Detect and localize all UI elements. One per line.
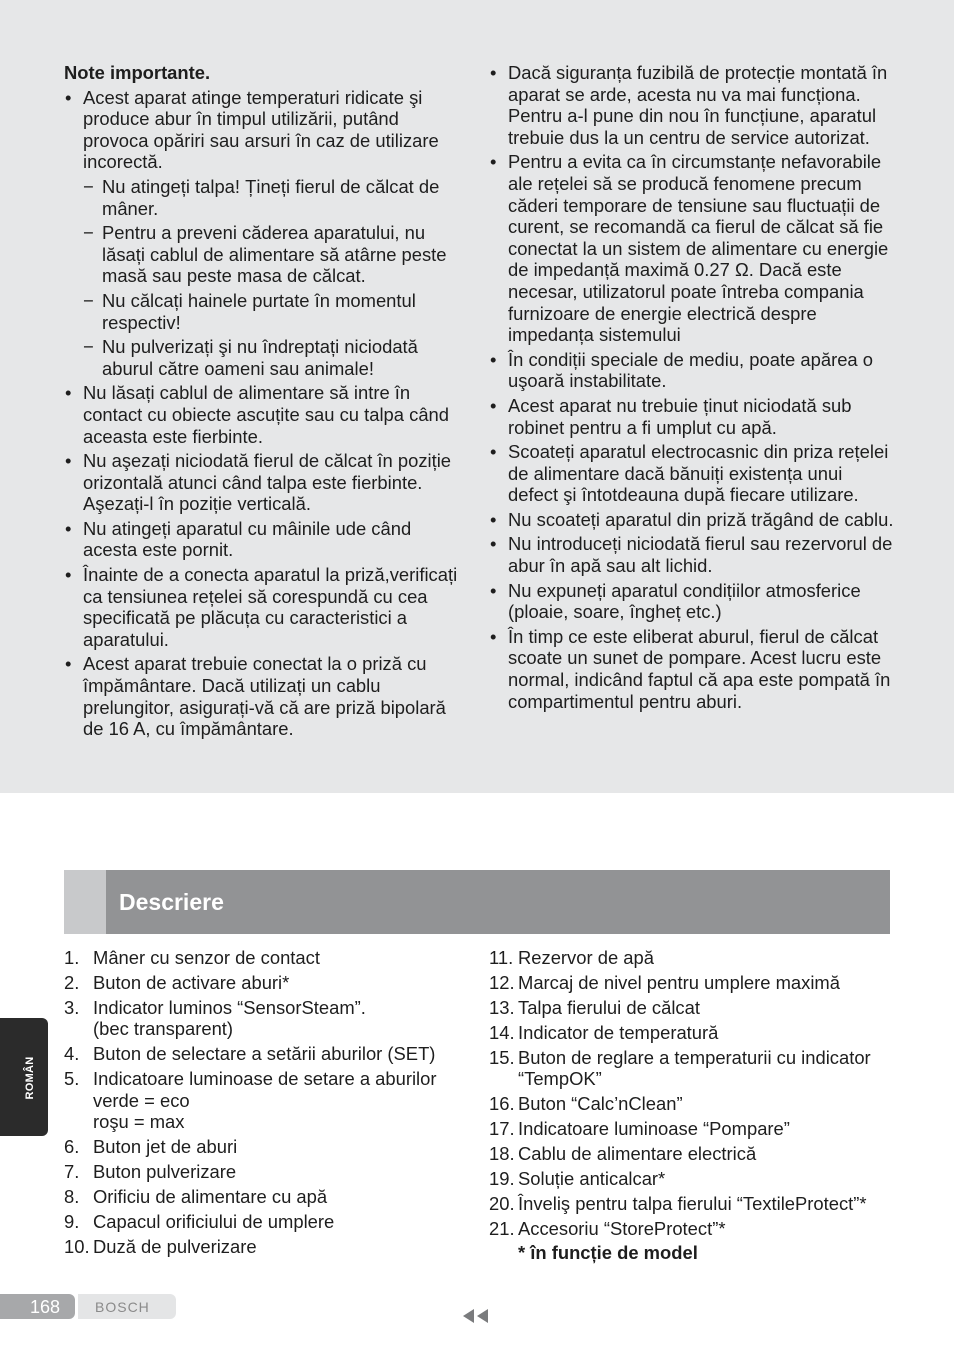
item-label: Buton de activare aburi* xyxy=(93,971,290,993)
item-number: 19. xyxy=(489,1167,515,1189)
item-number: 4. xyxy=(64,1043,80,1065)
item-number: 13. xyxy=(489,996,515,1018)
item-label: Soluție anticalcar* xyxy=(518,1167,666,1189)
description-item xyxy=(489,1022,894,1044)
item-label: Buton pulverizare xyxy=(93,1161,237,1183)
section-title: Descriere xyxy=(119,889,224,915)
note-item xyxy=(64,382,464,447)
note-subitem: − Nu atingeți talpa! Țineți fierul de călcat de mâner. xyxy=(83,176,464,219)
note-text: Înainte de a conecta aparatul la priză,verificați ca tensiunea rețelei să corespundă cu cea specificată pe plăcuța cu caracteristici a aparatului. xyxy=(83,564,458,650)
item-number: 15. xyxy=(489,1046,515,1068)
note-text: Nu lăsați cablul de alimentare să intre în contact cu obiecte ascuțite sau cu talpa când aceasta este fierbinte. xyxy=(83,382,449,447)
description-item xyxy=(64,1161,464,1183)
description-item xyxy=(64,1068,464,1133)
note-text: Acest aparat trebuie conectat la o priză cu împământare. Dacă utilizați un cablu prelungitor, asigurați-vă că are priză bipolară de 16 A, cu împământare. xyxy=(83,653,446,740)
notes-right-column xyxy=(489,62,894,715)
description-item xyxy=(64,1236,464,1258)
description-item xyxy=(489,1143,894,1165)
description-item xyxy=(489,972,894,994)
note-text: Nu aşezați niciodată fierul de călcat în poziție orizontală atunci când talpa este fierbinte. Aşezați-l în poziție verticală. xyxy=(83,450,452,515)
note-item: • În condiții speciale de mediu, poate apărea o uşoară instabilitate. xyxy=(489,349,894,392)
description-item xyxy=(489,1193,894,1215)
item-number: 6. xyxy=(64,1136,80,1158)
page-number: 168 xyxy=(30,1297,61,1317)
item-label: Talpa fierului de călcat xyxy=(518,996,700,1018)
note-item: • Acest aparat nu trebuie ținut niciodată sub robinet pentru a fi umplut cu apă. xyxy=(489,395,894,438)
note-subitem: − Nu călcați hainele purtate în momentul respectiv! xyxy=(83,290,464,333)
note-item xyxy=(64,87,464,380)
description-item xyxy=(489,1093,894,1115)
item-number: 11. xyxy=(489,947,514,968)
description-item xyxy=(64,1186,464,1208)
note-item xyxy=(64,653,464,739)
section-header-tab xyxy=(64,870,106,934)
description-item xyxy=(489,1218,894,1240)
note-item: • Pentru a evita ca în circumstanțe nefavorabile ale rețelei să se producă fenomene precum căderi temporare de tensiune sau fluctuații de curent, se recomandă ca fierul de călcat să fie conectat la un sistem de alimentare cu energie de impedanță maximă 0.27 Ω. Dacă este necesar, utilizatorul poate întreba compania furnizoare de energie electrică despre impedanța sistemului xyxy=(489,151,894,345)
item-label: Rezervor de apă xyxy=(518,947,654,968)
item-number: 16. xyxy=(489,1093,515,1115)
item-number: 14. xyxy=(489,1021,515,1043)
item-label: Buton “Calc’nClean” xyxy=(518,1093,683,1115)
rewind-icon[interactable] xyxy=(462,1308,490,1324)
note-item: • Nu scoateți aparatul din priză trăgând de cablu. xyxy=(489,509,894,531)
item-label: Capacul orificiului de umplere xyxy=(93,1210,335,1232)
description-item xyxy=(64,947,464,969)
description-item xyxy=(489,1118,894,1140)
description-item xyxy=(64,1211,464,1233)
note-item xyxy=(64,564,464,650)
note-sublist xyxy=(83,176,464,379)
item-label: Indicator de temperatură xyxy=(518,1021,719,1043)
note-item: • În timp ce este eliberat aburul, fierul de călcat scoate un sunet de pompare. Acest lucru este normal, indicând faptul că apa este pompată în compartimentul pentru aburi. xyxy=(489,626,894,712)
description-item xyxy=(64,1043,464,1065)
model-note: * în funcție de model xyxy=(518,1242,698,1264)
item-number: 5. xyxy=(64,1068,80,1090)
item-label: Mâner cu senzor de contact xyxy=(93,947,320,968)
item-label: Înveliş pentru talpa fierului “TextileProtect”* xyxy=(518,1192,867,1214)
description-item xyxy=(64,972,464,994)
description-item xyxy=(489,1047,894,1090)
item-number: 10. xyxy=(64,1235,90,1257)
item-number: 18. xyxy=(489,1142,515,1164)
description-item xyxy=(64,997,464,1040)
item-number: 3. xyxy=(64,996,80,1018)
note-subitem: − Nu pulverizați şi nu îndreptați niciodată aburul către oameni sau animale! xyxy=(83,336,464,379)
note-item: • Nu expuneți aparatul condițiilor atmosferice (ploaie, soare, îngheț etc.) xyxy=(489,580,894,623)
item-label: verde = eco xyxy=(93,1089,190,1111)
item-label: Buton jet de aburi xyxy=(93,1136,238,1158)
item-label: Marcaj de nivel pentru umplere maximă xyxy=(518,971,840,993)
description-list-left xyxy=(64,947,464,1261)
item-label: Orificiu de alimentare cu apă xyxy=(93,1186,328,1208)
item-number: 9. xyxy=(64,1210,80,1232)
description-item xyxy=(64,1136,464,1158)
item-label: Duză de pulverizare xyxy=(93,1235,257,1257)
item-number: 21. xyxy=(489,1217,515,1239)
item-number: 7. xyxy=(64,1161,80,1183)
note-text: Acest aparat atinge temperaturi ridicate şi produce abur în timpul utilizării, putând provoca opăriri sau arsuri în caz de utilizare incorectă. xyxy=(83,86,439,173)
note-item: • Nu introduceți niciodată fierul sau rezervorul de abur în apă sau alt lichid. xyxy=(489,533,894,576)
item-number: 20. xyxy=(489,1192,515,1214)
item-number: 2. xyxy=(64,971,80,993)
description-item xyxy=(489,1168,894,1190)
item-label: Cablu de alimentare electrică xyxy=(518,1142,757,1164)
note-item: • Scoateți aparatul electrocasnic din priza rețelei de alimentare dacă bănuiți existența unui defect şi întotdeauna după fiecare utilizare. xyxy=(489,441,894,506)
section-header xyxy=(64,870,890,934)
note-item xyxy=(64,518,464,561)
description-item xyxy=(489,997,894,1019)
item-label: Indicatoare luminoase “Pompare” xyxy=(518,1117,790,1139)
note-subitem: − Pentru a preveni căderea aparatului, nu lăsați cablul de alimentare să atârne peste masă sau peste masa de călcat. xyxy=(83,222,464,287)
note-item xyxy=(64,450,464,515)
item-label: (bec transparent) xyxy=(93,1018,234,1040)
description-item xyxy=(489,947,894,969)
item-label: roşu = max xyxy=(93,1111,185,1133)
note-text: Nu atingeți aparatul cu mâinile ude când acesta este pornit. xyxy=(83,517,412,561)
description-list-right xyxy=(489,947,894,1264)
brand-name: BOSCH xyxy=(95,1299,150,1315)
notes-right-list xyxy=(489,62,894,712)
item-number: 12. xyxy=(489,971,515,993)
item-number: 1. xyxy=(64,947,80,968)
item-label: Buton de selectare a setării aburilor (SET) xyxy=(93,1043,436,1065)
language-label: ROMÂN xyxy=(24,1056,36,1100)
item-label: Indicator luminos “SensorSteam”. xyxy=(93,996,366,1018)
item-number: 17. xyxy=(489,1117,515,1139)
item-label: Indicatoare luminoase de setare a aburilor xyxy=(93,1068,437,1090)
notes-title: Note importante. xyxy=(64,62,211,83)
notes-left-list xyxy=(64,87,464,740)
notes-left-column xyxy=(64,62,464,743)
item-number: 8. xyxy=(64,1186,80,1208)
note-item: • Dacă siguranța fuzibilă de protecție montată în aparat se arde, acesta nu va mai funcționa. Pentru a-l pune din nou în funcțiune, aparatul trebuie dus la un centru de service autorizat. xyxy=(489,62,894,148)
item-label: Accesoriu “StoreProtect”* xyxy=(518,1217,726,1239)
item-label: Buton de reglare a temperaturii cu indicator “TempOK” xyxy=(518,1046,871,1090)
